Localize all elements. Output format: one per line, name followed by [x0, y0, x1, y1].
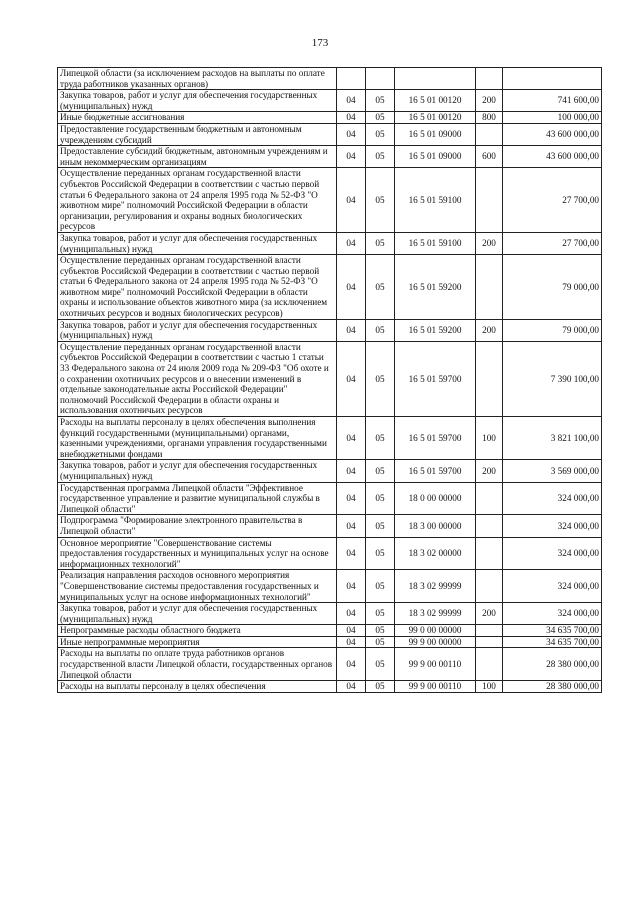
section-code: 05: [366, 482, 395, 515]
expense-item-name: Государственная программа Липецкой области "Эффективное государственное управление и развитие муниципальной службы в Липецкой области": [58, 482, 337, 515]
section-code: 05: [366, 90, 395, 112]
expense-item-name: Непрограммные расходы областного бюджета: [58, 625, 337, 637]
target-item-code: 16 5 01 09000: [395, 146, 476, 168]
section-code: 05: [366, 341, 395, 416]
ministry-code: 04: [337, 255, 366, 320]
expense-item-name: Иные бюджетные ассигнования: [58, 112, 337, 124]
target-item-code: 18 3 00 00000: [395, 515, 476, 537]
table-row: [58, 482, 602, 515]
target-item-code: 99 0 00 00000: [395, 625, 476, 637]
ministry-code: 04: [337, 482, 366, 515]
amount-value: 3 569 000,00: [503, 460, 602, 482]
expense-type-code: [476, 123, 503, 145]
expense-type-code: 800: [476, 112, 503, 124]
amount-value: 3 821 100,00: [503, 417, 602, 460]
table-row: [58, 460, 602, 482]
table-row: [58, 112, 602, 124]
amount-value: 7 390 100,00: [503, 341, 602, 416]
section-code: 05: [366, 232, 395, 254]
table-row: [58, 123, 602, 145]
ministry-code: 04: [337, 460, 366, 482]
section-code: 05: [366, 460, 395, 482]
table-row: [58, 319, 602, 341]
section-code: 05: [366, 625, 395, 637]
ministry-code: 04: [337, 341, 366, 416]
expense-type-code: [476, 341, 503, 416]
ministry-code: 04: [337, 417, 366, 460]
target-item-code: 99 9 00 00000: [395, 636, 476, 648]
expense-item-name: Осуществление переданных органам государственной власти субъектов Российской Федерации в соответствии с частью первой статьи 6 Федерального закона от 24 апреля 1995 года № 52-ФЗ "О животном мире" полномочий Российской Федерации в области организации, регулирования и охраны водных биологических ресурсов: [58, 168, 337, 233]
ministry-code: 04: [337, 515, 366, 537]
expense-item-name: Закупка товаров, работ и услуг для обеспечения государственных (муниципальных) нужд: [58, 90, 337, 112]
expense-type-code: 100: [476, 681, 503, 693]
amount-value: 324 000,00: [503, 603, 602, 625]
table-row: [58, 648, 602, 681]
expense-item-name: Предоставление государственным бюджетным и автономным учреждениям субсидий: [58, 123, 337, 145]
amount-value: [503, 68, 602, 90]
ministry-code: 04: [337, 90, 366, 112]
expense-type-code: [476, 570, 503, 603]
table-row: [58, 90, 602, 112]
table-row: [58, 255, 602, 320]
ministry-code: 04: [337, 537, 366, 570]
expense-item-name: Основное мероприятие "Совершенствование системы предоставления государственных и муниципальных услуг на основе информационных технологий": [58, 537, 337, 570]
section-code: 05: [366, 648, 395, 681]
table-row: [58, 570, 602, 603]
table-row: [58, 232, 602, 254]
ministry-code: 04: [337, 681, 366, 693]
table-row: [58, 537, 602, 570]
ministry-code: 04: [337, 123, 366, 145]
target-item-code: 16 5 01 59700: [395, 417, 476, 460]
amount-value: 79 000,00: [503, 255, 602, 320]
expense-type-code: 600: [476, 146, 503, 168]
table-row: [58, 341, 602, 416]
target-item-code: 16 5 01 00120: [395, 90, 476, 112]
ministry-code: 04: [337, 648, 366, 681]
section-code: 05: [366, 515, 395, 537]
table-row: [58, 68, 602, 90]
expense-type-code: 200: [476, 319, 503, 341]
expense-item-name: Закупка товаров, работ и услуг для обеспечения государственных (муниципальных) нужд: [58, 460, 337, 482]
amount-value: 34 635 700,00: [503, 625, 602, 637]
target-item-code: 16 5 01 59200: [395, 255, 476, 320]
amount-value: 28 380 000,00: [503, 681, 602, 693]
target-item-code: 16 5 01 59700: [395, 460, 476, 482]
expense-item-name: Подпрограмма "Формирование электронного правительства в Липецкой области": [58, 515, 337, 537]
target-item-code: 16 5 01 09000: [395, 123, 476, 145]
expense-type-code: [476, 648, 503, 681]
table-row: [58, 168, 602, 233]
ministry-code: 04: [337, 168, 366, 233]
target-item-code: 18 3 02 99999: [395, 603, 476, 625]
target-item-code: 16 5 01 59200: [395, 319, 476, 341]
target-item-code: 18 0 00 00000: [395, 482, 476, 515]
section-code: 05: [366, 636, 395, 648]
expense-item-name: Расходы на выплаты персоналу в целях обеспечения выполнения функций государственными (муниципальными) органами, казенными учреждениями, органами управления государственными внебюджетными фондами: [58, 417, 337, 460]
amount-value: 100 000,00: [503, 112, 602, 124]
expense-type-code: [476, 625, 503, 637]
expense-item-name: Липецкой области (за исключением расходов на выплаты по оплате труда работников указанных органов): [58, 68, 337, 90]
expense-type-code: 200: [476, 232, 503, 254]
section-code: 05: [366, 570, 395, 603]
target-item-code: 16 5 01 59100: [395, 168, 476, 233]
expense-type-code: [476, 68, 503, 90]
ministry-code: 04: [337, 603, 366, 625]
expense-item-name: Реализация направления расходов основного мероприятия "Совершенствование системы предоставления государственных и муниципальных услуг на основе информационных технологий": [58, 570, 337, 603]
amount-value: 741 600,00: [503, 90, 602, 112]
expense-type-code: 200: [476, 90, 503, 112]
expense-item-name: Закупка товаров, работ и услуг для обеспечения государственных (муниципальных) нужд: [58, 232, 337, 254]
expense-item-name: Предоставление субсидий бюджетным, автономным учреждениям и иным некоммерческим организациям: [58, 146, 337, 168]
expense-item-name: Иные непрограммные мероприятия: [58, 636, 337, 648]
target-item-code: 16 5 01 00120: [395, 112, 476, 124]
section-code: 05: [366, 112, 395, 124]
ministry-code: 04: [337, 146, 366, 168]
target-item-code: 16 5 01 59100: [395, 232, 476, 254]
target-item-code: 18 3 02 00000: [395, 537, 476, 570]
amount-value: 324 000,00: [503, 537, 602, 570]
amount-value: 79 000,00: [503, 319, 602, 341]
expense-type-code: 200: [476, 460, 503, 482]
section-code: 05: [366, 603, 395, 625]
amount-value: 324 000,00: [503, 482, 602, 515]
amount-value: 27 700,00: [503, 168, 602, 233]
expense-type-code: [476, 537, 503, 570]
table-row: [58, 417, 602, 460]
expense-item-name: Осуществление переданных органам государственной власти субъектов Российской Федерации в соответствии с частью 1 статьи 33 Федерального закона от 24 июля 2009 года № 209-ФЗ "Об охоте и о сохранении охотничьих ресурсов и о внесении изменений в отдельные законодательные акты Российской Федерации" полномочий Российской Федерации в области охраны и использования охотничьих ресурсов: [58, 341, 337, 416]
section-code: 05: [366, 319, 395, 341]
amount-value: 324 000,00: [503, 570, 602, 603]
expense-type-code: 100: [476, 417, 503, 460]
table-row: [58, 146, 602, 168]
target-item-code: [395, 68, 476, 90]
expense-type-code: [476, 255, 503, 320]
expense-item-name: Расходы на выплаты по оплате труда работников органов государственной власти Липецкой области, государственных органов Липецкой области: [58, 648, 337, 681]
expense-item-name: Осуществление переданных органам государственной власти субъектов Российской Федерации в соответствии с частью первой статьи 6 Федерального закона от 24 апреля 1995 года № 52-ФЗ "О животном мире" полномочий Российской Федерации в области охраны и использование объектов животного мира (за исключением охотничьих ресурсов и водных биологических ресурсов): [58, 255, 337, 320]
budget-table: [57, 67, 602, 693]
amount-value: 28 380 000,00: [503, 648, 602, 681]
target-item-code: 99 9 00 00110: [395, 681, 476, 693]
expense-type-code: [476, 482, 503, 515]
page-number: 173: [311, 37, 329, 49]
expense-type-code: [476, 515, 503, 537]
table-row: [58, 681, 602, 693]
amount-value: 34 635 700,00: [503, 636, 602, 648]
section-code: 05: [366, 123, 395, 145]
ministry-code: 04: [337, 570, 366, 603]
expense-type-code: 200: [476, 603, 503, 625]
ministry-code: [337, 68, 366, 90]
table-row: [58, 625, 602, 637]
amount-value: 43 600 000,00: [503, 146, 602, 168]
section-code: 05: [366, 537, 395, 570]
ministry-code: 04: [337, 232, 366, 254]
target-item-code: 16 5 01 59700: [395, 341, 476, 416]
ministry-code: 04: [337, 319, 366, 341]
table-row: [58, 603, 602, 625]
expense-type-code: [476, 168, 503, 233]
table-row: [58, 636, 602, 648]
amount-value: 27 700,00: [503, 232, 602, 254]
expense-item-name: Расходы на выплаты персоналу в целях обеспечения: [58, 681, 337, 693]
ministry-code: 04: [337, 636, 366, 648]
section-code: 05: [366, 255, 395, 320]
expense-item-name: Закупка товаров, работ и услуг для обеспечения государственных (муниципальных) нужд: [58, 603, 337, 625]
section-code: 05: [366, 417, 395, 460]
target-item-code: 99 9 00 00110: [395, 648, 476, 681]
section-code: [366, 68, 395, 90]
section-code: 05: [366, 168, 395, 233]
expense-type-code: [476, 636, 503, 648]
section-code: 05: [366, 681, 395, 693]
ministry-code: 04: [337, 625, 366, 637]
amount-value: 43 600 000,00: [503, 123, 602, 145]
amount-value: 324 000,00: [503, 515, 602, 537]
ministry-code: 04: [337, 112, 366, 124]
section-code: 05: [366, 146, 395, 168]
table-row: [58, 515, 602, 537]
expense-item-name: Закупка товаров, работ и услуг для обеспечения государственных (муниципальных) нужд: [58, 319, 337, 341]
target-item-code: 18 3 02 99999: [395, 570, 476, 603]
budget-table-body: [58, 68, 602, 693]
